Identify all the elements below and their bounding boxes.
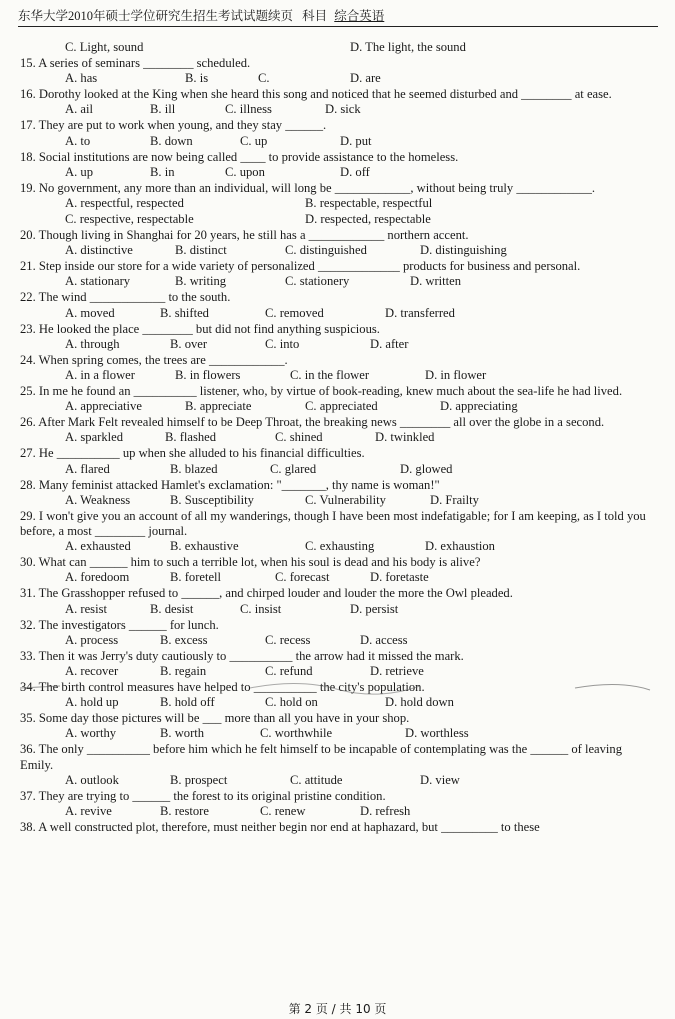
option-row [20,430,652,446]
option-row [20,570,652,586]
answer-option: D. exhaustion [425,539,495,554]
question-stem: 22. The wind ____________ to the south. [20,290,231,305]
option-row [20,196,652,212]
answer-option: A. appreciative [65,399,142,414]
answer-option: A. stationary [65,274,131,289]
answer-option: A. up [65,164,93,179]
option-row [20,804,652,820]
answer-option: D. after [370,336,409,351]
exam-title: 东华大学2010年硕士学位研究生招生考试试题续页 [18,9,294,23]
answer-option: B. regain [160,664,207,679]
answer-option: A. respectful, respected [65,196,184,211]
answer-option: A. flared [65,461,110,476]
answer-option: B. excess [160,632,208,647]
option-row [20,633,652,649]
answer-option: C. renew [260,804,306,819]
answer-option: D. refresh [360,804,411,819]
page-footer: 第 2 页 / 共 10 页 [288,1002,387,1016]
option-row [20,337,652,353]
question-stem: 25. In me he found an __________ listener, who, by virtue of book-reading, knew much about the sea-life he had lived. [20,384,623,399]
answer-option: C. respective, respectable [65,212,194,227]
answer-option: D. retrieve [370,664,424,679]
question-stem: 26. After Mark Felt revealed himself to be Deep Throat, the breaking news ________ all over the globe in a second. [20,415,605,430]
answer-option: B. prospect [170,772,228,787]
answer-option: D. twinkled [375,430,435,445]
answer-option: A. distinctive [65,243,133,258]
answer-option: C. appreciated [305,399,378,414]
answer-option: A. worthy [65,726,117,741]
answer-option: A. exhausted [65,539,131,554]
answer-option: B. flashed [165,430,217,445]
answer-option: C. recess [265,632,311,647]
answer-option: A. moved [65,305,115,320]
option-row [20,399,652,415]
question-stem: 16. Dorothy looked at the King when she heard this song and noticed that he seemed disturbed and ________ at ease. [20,87,612,102]
answer-option: C. up [240,133,268,148]
answer-option: B. over [170,336,208,351]
question-stem: 20. Though living in Shanghai for 20 years, he still has a ____________ northern accent. [20,228,469,243]
answer-option: B. respectable, respectful [305,196,433,211]
answer-option: B. foretell [170,570,222,585]
question-stem: 28. Many feminist attacked Hamlet's exclamation: "_______, thy name is woman!" [20,477,440,492]
option-row [20,773,652,789]
answer-option: C. illness [225,102,272,117]
answer-option: C. in the flower [290,368,370,383]
question-stem: 33. Then it was Jerry's duty cautiously to __________ the arrow had it missed the mark. [20,648,464,663]
question-stem: 37. They are trying to ______ the forest to its original pristine condition. [20,788,386,803]
question-stem: 18. Social institutions are now being called ____ to provide assistance to the homeless. [20,149,459,164]
option-row [20,212,652,228]
answer-option: C. worthwhile [260,726,333,741]
question-stem: 15. A series of seminars ________ scheduled. [20,56,251,70]
answer-option: A. through [65,336,120,351]
option-row [20,102,652,118]
answer-option: B. worth [160,726,205,741]
answer-option: D. view [420,772,460,787]
answer-option: D. worthless [405,726,469,741]
answer-option: A. hold up [65,695,119,710]
answer-option: B. desist [150,601,194,616]
answer-option: D. access [360,632,408,647]
question-stem: 36. The only __________ before him which he felt himself to be incapable of contemplating was the ______ of leaving Emily. [20,742,623,772]
option-row [20,493,652,509]
answer-option: D. off [340,164,370,179]
answer-option: C. exhausting [305,539,375,554]
answer-option: D. respected, respectable [305,212,431,227]
answer-option: D. in flower [425,368,487,383]
answer-option: C. hold on [265,695,318,710]
answer-option: B. Susceptibility [170,492,254,507]
option-row [20,726,652,742]
option-row [20,306,652,322]
answer-option: B. shifted [160,305,209,320]
question-stem: 21. Step inside our store for a wide variety of personalized _____________ products for business and personal. [20,259,581,274]
answer-option: B. down [150,133,193,148]
question-stem: 19. No government, any more than an individual, will long be ____________, without being truly ____________. [20,180,596,195]
answer-option: D. glowed [400,461,453,476]
answer-option: C. glared [270,461,317,476]
question-stem: 24. When spring comes, the trees are ____________. [20,352,288,367]
answer-option: D. are [350,71,381,86]
option-row [20,40,652,56]
answer-option: D. hold down [385,695,454,710]
option-row [20,368,652,384]
answer-option: D. persist [350,601,399,616]
answer-option: D. put [340,133,372,148]
option-row [20,165,652,181]
question-stem: 31. The Grasshopper refused to ______, and chirped louder and louder the more the Owl pleaded. [20,586,513,601]
answer-option: A. sparkled [65,430,124,445]
question-stem: 32. The investigators ______ for lunch. [20,617,219,632]
answer-option: D. appreciating [440,399,518,414]
question-stem: 27. He __________ up when she alluded to his financial difficulties. [20,446,365,461]
question-stem: 23. He looked the place ________ but did not find anything suspicious. [20,321,380,336]
answer-option: C. refund [265,664,313,679]
answer-option: C. stationery [285,274,350,289]
option-row [20,695,652,711]
answer-option: A. Weakness [65,492,131,507]
answer-option: A. foredoom [65,570,130,585]
answer-option: C. distinguished [285,243,367,258]
question-stem: 17. They are put to work when young, and they stay ______. [20,118,327,133]
option-row [20,243,652,259]
answer-option: B. appreciate [185,399,252,414]
question-list [20,40,652,835]
answer-option: D. The light, the sound [350,40,466,54]
answer-option: C. [258,71,270,86]
subject-value: 综合英语 [334,9,385,23]
answer-option: B. is [185,71,209,86]
answer-option: D. transferred [385,305,455,320]
answer-option: C. shined [275,430,323,445]
answer-option: B. in [150,164,175,179]
answer-option: B. restore [160,804,209,819]
answer-option: C. Vulnerability [305,492,386,507]
answer-option: A. recover [65,664,119,679]
option-row [20,602,652,618]
subject-label: 科目 [302,9,328,23]
answer-option: B. exhaustive [170,539,239,554]
answer-option: B. hold off [160,695,215,710]
answer-option: C. into [265,336,300,351]
answer-option: B. ill [150,102,176,117]
answer-option: D. distinguishing [420,243,507,258]
answer-option: A. in a flower [65,368,135,383]
answer-option: D. Frailty [430,492,479,507]
option-row [20,274,652,290]
answer-option: B. distinct [175,243,227,258]
answer-option: C. Light, sound [65,40,144,54]
page-header [18,6,658,27]
answer-option: C. attitude [290,772,343,787]
answer-option: C. upon [225,164,265,179]
question-stem: 34. The birth control measures have helped to __________ the city's population. [20,680,425,695]
answer-option: A. ail [65,102,93,117]
answer-option: A. process [65,632,119,647]
option-row [20,462,652,478]
answer-option: A. resist [65,601,107,616]
answer-option: A. outlook [65,772,119,787]
answer-option: B. writing [175,274,227,289]
answer-option: A. has [65,71,98,86]
option-row [20,664,652,680]
answer-option: A. to [65,133,91,148]
answer-option: D. foretaste [370,570,429,585]
answer-option: D. written [410,274,462,289]
option-row [20,134,652,150]
answer-option: A. revive [65,804,112,819]
answer-option: B. blazed [170,461,218,476]
option-row [20,71,652,87]
question-stem: 38. A well constructed plot, therefore, must neither begin nor end at haphazard, but _________ to these [20,820,540,835]
answer-option: C. forecast [275,570,330,585]
answer-option: C. insist [240,601,282,616]
option-row [20,539,652,555]
question-stem: 30. What can ______ him to such a terrible lot, when his soul is dead and his body is alive? [20,555,481,570]
answer-option: D. sick [325,102,361,117]
question-stem: 29. I won't give you an account of all my wanderings, though I have been most indefatigable; for I am keeping, as I told you before, a most ________ journal. [20,508,646,539]
answer-option: B. in flowers [175,368,241,383]
answer-option: C. removed [265,305,324,320]
question-stem: 35. Some day those pictures will be ___ more than all you have in your shop. [20,711,410,726]
